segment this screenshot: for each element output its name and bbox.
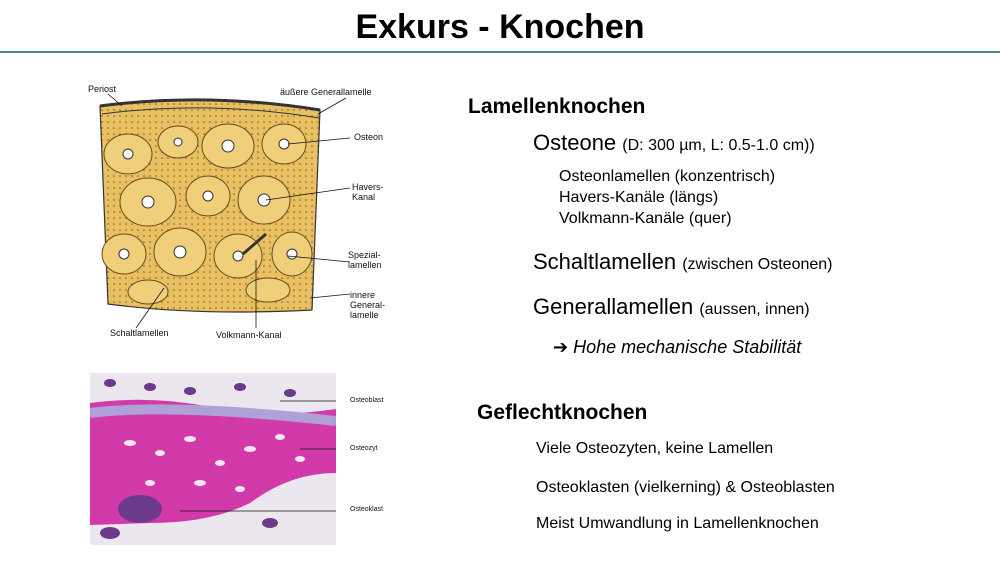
bone-diagram [88, 84, 398, 346]
slide-title: Exkurs - Knochen [355, 8, 645, 46]
label-volkmann: Volkmann-Kanal [216, 330, 282, 340]
sub-item-havers: Havers-Kanäle (längs) [559, 189, 719, 206]
item-schaltlamellen: Schaltlamellen (zwischen Osteonen) [533, 249, 833, 274]
geflecht-item-2: Osteoklasten (vielkerning) & Osteoblasten [536, 479, 835, 496]
heading-lamellenknochen: Lamellenknochen [468, 95, 646, 118]
label-osteon: Osteon [354, 132, 384, 142]
geflecht-item-1: Viele Osteozyten, keine Lamellen [536, 440, 774, 457]
label-osteozyt: Osteozyt [350, 445, 378, 452]
label-spezial: Spezial- lamellen [348, 250, 382, 270]
label-osteoklast: Osteoklast [350, 506, 384, 513]
label-aeussere-generallamelle: äußere Generallamelle [280, 87, 372, 97]
label-schaltlamellen: Schaltlamellen [110, 328, 169, 338]
label-havers: Havers- Kanal [352, 182, 384, 202]
geflecht-item-3: Meist Umwandlung in Lamellenknochen [536, 515, 819, 532]
heading-geflechtknochen: Geflechtknochen [477, 401, 648, 424]
conclusion-line [553, 337, 801, 358]
sub-item-osteonlamellen: Osteonlamellen (konzentrisch) [559, 168, 776, 185]
arrow-icon: ➔ [553, 337, 569, 357]
label-osteoblast: Osteoblast [350, 397, 384, 404]
osteone-sublist [559, 166, 775, 229]
histology-image [90, 373, 336, 545]
label-innere-generallamelle: innere General- lamelle [350, 290, 386, 320]
item-generallamellen: Generallamellen (aussen, innen) [533, 294, 810, 319]
title-divider [0, 51, 1000, 53]
label-periost: Periost [88, 84, 117, 94]
histology-illustration [90, 373, 336, 545]
item-osteone: Osteone (D: 300 µm, L: 0.5-1.0 cm)) [533, 130, 815, 155]
sub-item-volkmann: Volkmann-Kanäle (quer) [559, 210, 732, 227]
conclusion-text: Hohe mechanische Stabilität [573, 337, 802, 357]
